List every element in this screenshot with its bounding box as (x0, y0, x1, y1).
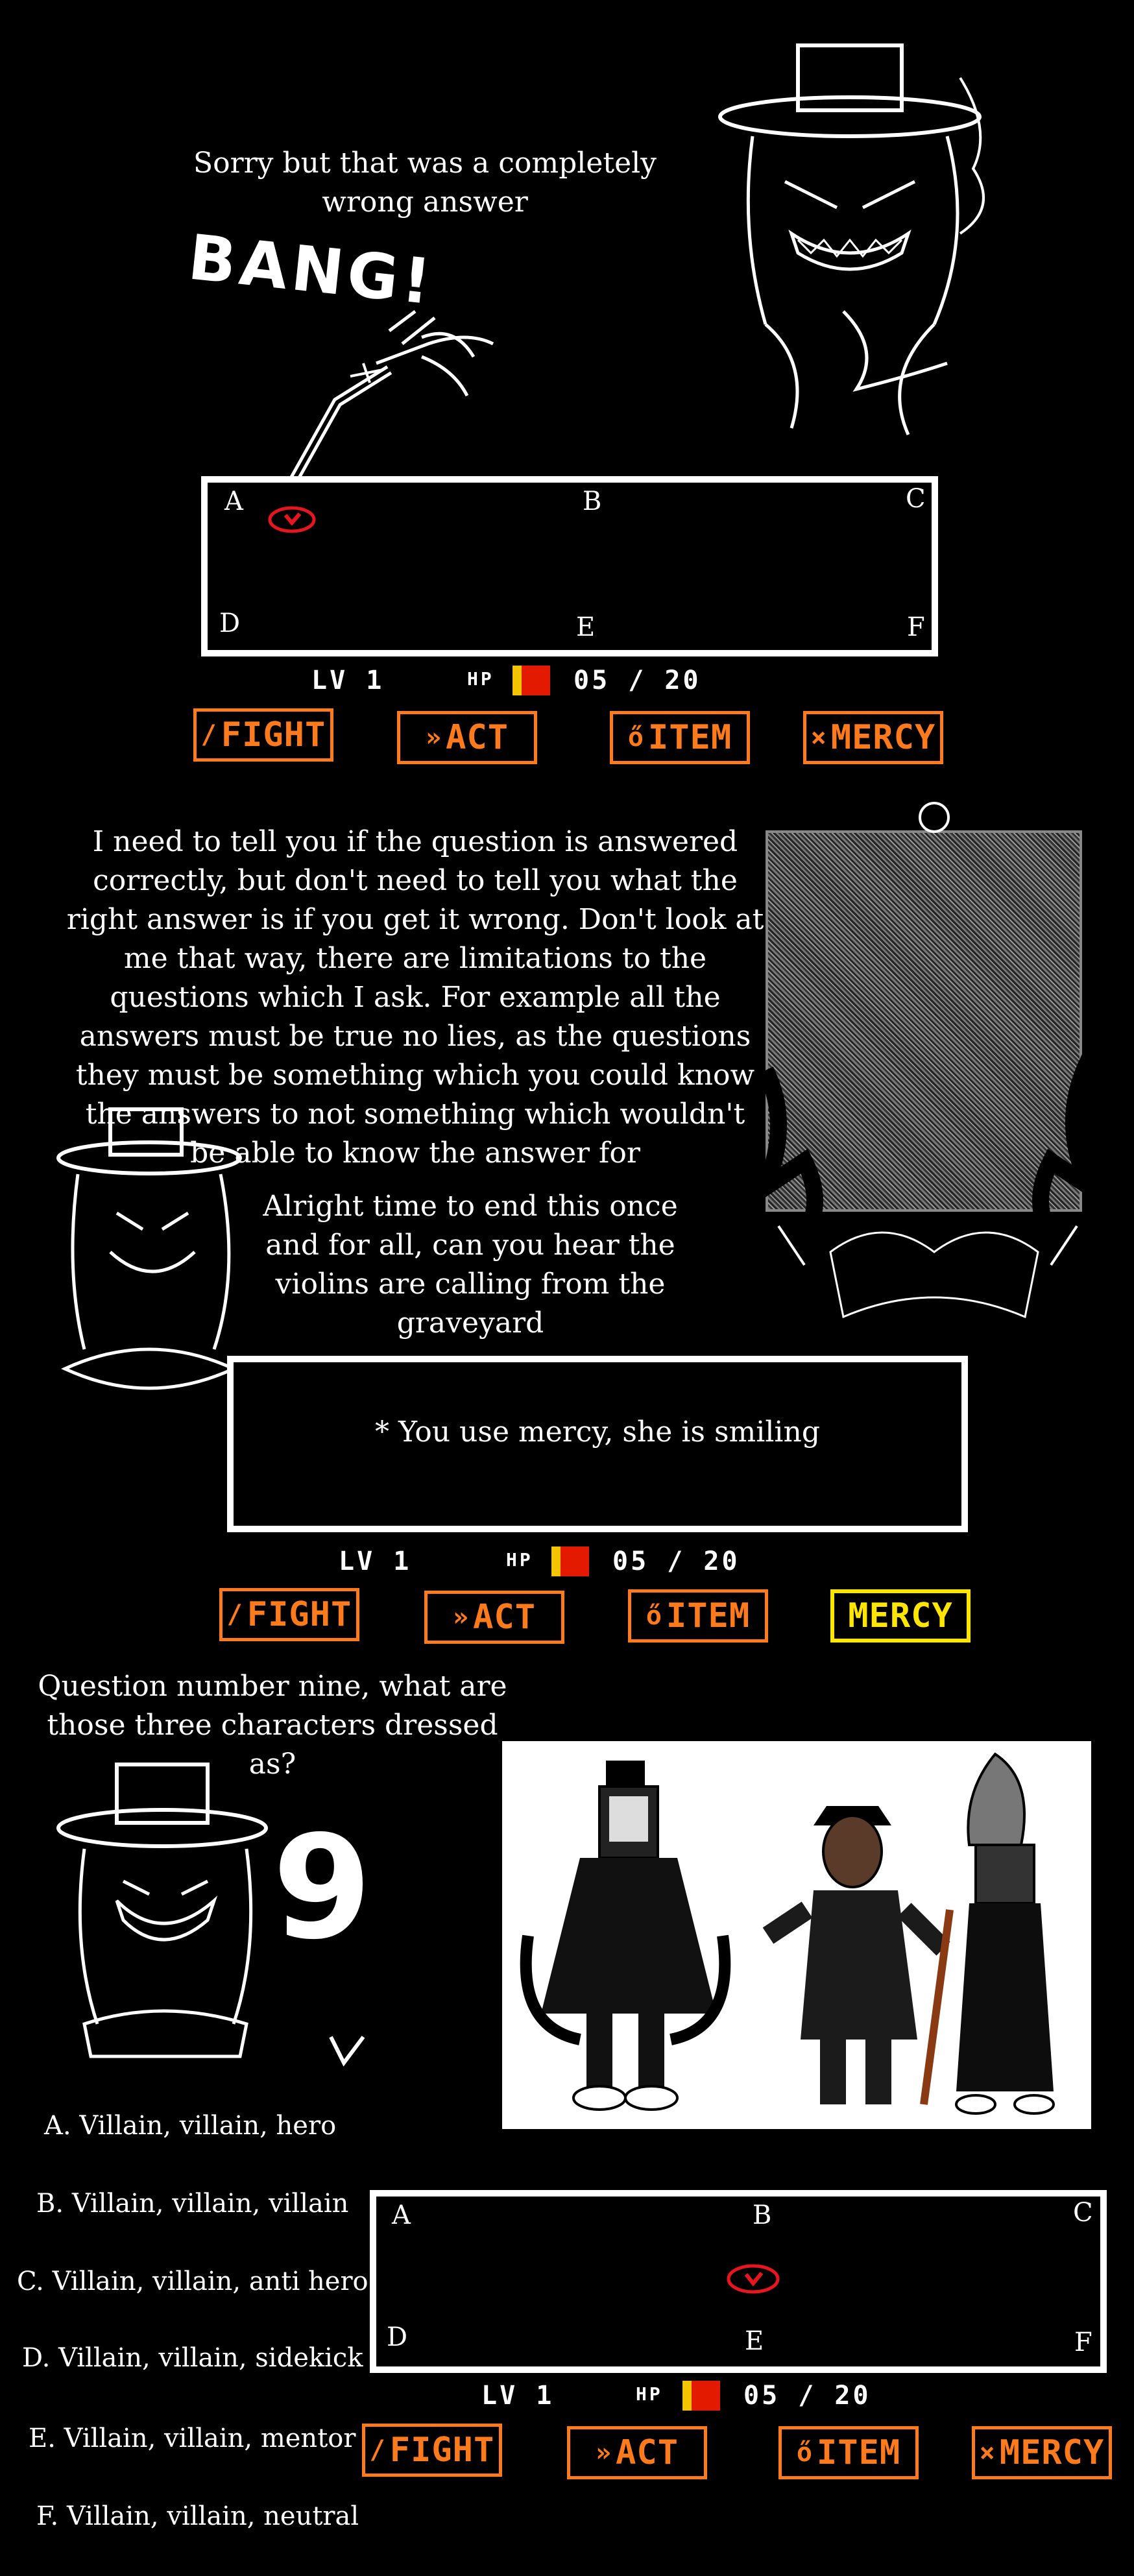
dialog-text-explanation: I need to tell you if the question is answered correctly, but don't need to tell you what the right answer is if you get it wrong. Don't look at me that way, there are limitations to the questions which I ask. For example all the answers must be true no lies, as the questions they must be something which you could know the answers to not something which wouldn't be able to know the answer for (66, 825, 764, 1170)
item-bag-icon: ő (627, 723, 644, 752)
speech-icon: » (425, 723, 442, 752)
act-button[interactable]: » ACT (424, 1591, 564, 1644)
act-button[interactable]: » ACT (567, 2426, 707, 2479)
x-icon: × (810, 723, 827, 752)
three-characters-image (502, 1741, 1091, 2129)
mercy-box-text: * You use mercy, she is smiling (375, 1415, 820, 1449)
hp-bar (551, 1547, 589, 1576)
grid-label-b: B (583, 487, 602, 516)
lv-indicator: LV 1 (481, 2381, 555, 2411)
hp-bar (682, 2381, 720, 2411)
hp-value: 05 / 20 (743, 2381, 871, 2411)
lv-indicator: LV 1 (339, 1547, 412, 1576)
bang-text: BANG! (185, 221, 439, 319)
grid-label-c: C (906, 484, 926, 514)
answer-option-a[interactable]: A. Villain, villain, hero (44, 2111, 337, 2141)
x-icon: × (979, 2438, 996, 2468)
hp-value: 05 / 20 (612, 1547, 740, 1576)
item-bag-icon: ő (645, 1601, 662, 1631)
shadow-claws-icon (753, 798, 1103, 1356)
speech-icon: » (452, 1602, 470, 1632)
answer-option-f[interactable]: F. Villain, villain, neutral (36, 2501, 359, 2531)
dialog-text-violins: Alright time to end this once and for all, can you hear the violins are calling from the graveyard (263, 1190, 678, 1340)
answer-option-e[interactable]: E. Villain, villain, mentor (29, 2424, 356, 2453)
answer-option-c[interactable]: C. Villain, villain, anti hero (17, 2267, 368, 2296)
item-button[interactable]: ő ITEM (610, 711, 750, 764)
mercy-button[interactable]: × MERCY (972, 2426, 1112, 2479)
hat-woman-character-icon (714, 26, 1012, 467)
sword-icon: / (226, 1600, 243, 1630)
item-bag-icon: ő (796, 2438, 813, 2468)
item-button[interactable]: ő ITEM (628, 1589, 768, 1643)
grid-label-f: F (1074, 2328, 1092, 2357)
grid-label-f: F (907, 612, 925, 642)
speech-icon: » (595, 2438, 612, 2468)
grid-label-a: A (224, 487, 243, 516)
sword-icon: / (200, 720, 217, 750)
soul-heart-icon (724, 2261, 782, 2296)
grid-label-b: B (753, 2200, 772, 2230)
grid-label-d: D (219, 608, 241, 638)
villain-figures-icon (502, 1741, 1091, 2129)
mercy-button[interactable]: × MERCY (803, 711, 943, 764)
hp-value: 05 / 20 (573, 666, 701, 695)
act-button[interactable]: » ACT (397, 711, 537, 764)
sword-icon: / (369, 2435, 386, 2465)
fight-button[interactable]: / FIGHT (219, 1588, 359, 1641)
lv-indicator: LV 1 (311, 666, 385, 695)
mercy-button-selected[interactable]: MERCY (830, 1589, 971, 1643)
question-text: Question number nine, what are those three characters dressed as? (38, 1670, 507, 1781)
dialog-text-wrong-answer: Sorry but that was a completely wrong answer (193, 147, 657, 219)
hp-label: HP (467, 668, 494, 690)
fight-button[interactable]: / FIGHT (193, 708, 333, 762)
grid-label-a: A (392, 2200, 411, 2230)
answer-option-b[interactable]: B. Villain, villain, villain (36, 2189, 349, 2219)
grid-label-e: E (745, 2326, 764, 2356)
grid-label-d: D (387, 2322, 408, 2352)
grid-label-c: C (1073, 2198, 1093, 2228)
answer-option-d[interactable]: D. Villain, villain, sidekick (22, 2343, 363, 2373)
hp-label: HP (506, 1549, 533, 1571)
number-nine-sign: 9 (272, 1805, 372, 1971)
fight-button[interactable]: / FIGHT (362, 2424, 502, 2477)
item-button[interactable]: ő ITEM (778, 2426, 919, 2479)
hp-label: HP (636, 2383, 663, 2405)
grid-label-e: E (576, 612, 596, 642)
soul-heart-icon (266, 503, 318, 536)
hat-woman-arms-crossed-icon (52, 1103, 247, 1440)
hp-bar (513, 666, 550, 695)
